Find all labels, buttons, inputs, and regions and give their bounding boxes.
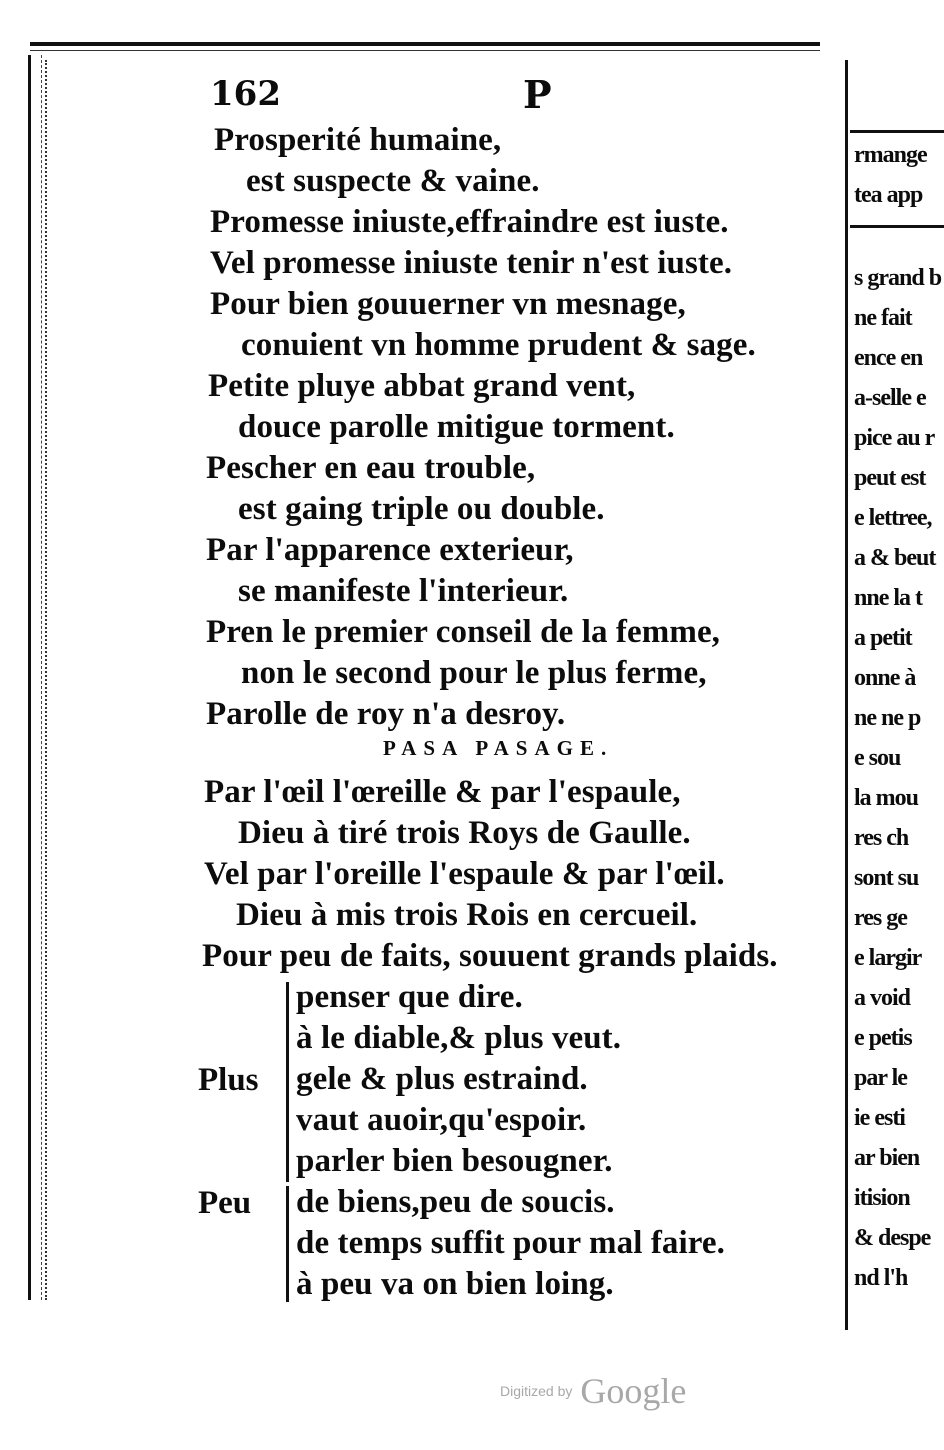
proverb-line: Pour peu de faits, souuent grands plaids. — [202, 938, 778, 974]
plus-item: penser que dire. — [296, 979, 523, 1015]
adjacent-page-fragment: ence en — [854, 345, 923, 371]
proverb-line: Dieu à tiré trois Roys de Gaulle. — [238, 815, 691, 851]
adjacent-page-edge — [845, 60, 848, 1330]
proverb-line: Prosperité humaine, — [214, 122, 502, 158]
page-number: 162 — [210, 74, 281, 114]
proverb-line: est suspecte & vaine. — [246, 163, 540, 199]
adjacent-page-fragment: e lettree, — [854, 505, 932, 531]
adjacent-page-fragment: a & beut — [854, 545, 936, 571]
adjacent-page-fragment: a-selle e — [854, 385, 926, 411]
peu-bracket — [286, 1186, 289, 1302]
adjacent-page-fragment: nne la t — [854, 585, 923, 611]
proverb-line: est gaing triple ou double. — [238, 491, 605, 527]
adjacent-page-fragment: par le — [854, 1065, 907, 1091]
proverb-line: Vel promesse iniuste tenir n'est iuste. — [210, 245, 733, 281]
peu-item: de temps suffit pour mal faire. — [296, 1225, 726, 1261]
proverb-line: non le second pour le plus ferme, — [241, 655, 707, 691]
adjacent-page-fragment: a void — [854, 985, 911, 1011]
adjacent-page-fragment: onne à — [854, 665, 916, 691]
watermark-brand: Google — [580, 1371, 687, 1411]
adjacent-page-strip — [840, 40, 944, 1340]
plus-item: gele & plus estraind. — [296, 1061, 588, 1097]
peu-label: Peu — [198, 1185, 252, 1221]
adjacent-page-fragment: peut est — [854, 465, 926, 491]
proverb-line: Vel par l'oreille l'espaule & par l'œil. — [204, 856, 725, 892]
adjacent-page-fragment: res ch — [854, 825, 909, 851]
adjacent-page-fragment: a petit — [854, 625, 912, 651]
adjacent-page-fragment: ie esti — [854, 1105, 905, 1131]
adjacent-page-fragment: & despe — [854, 1225, 931, 1251]
adjacent-page-fragment: la mou — [854, 785, 919, 811]
left-gutter-marks — [45, 60, 55, 1300]
running-head: P — [523, 72, 552, 117]
section-heading: PASA PASAGE. — [383, 736, 614, 760]
proverb-line: Promesse iniuste,effraindre est iuste. — [210, 204, 729, 240]
adjacent-page-fragment: sont su — [854, 865, 919, 891]
proverb-line: Petite pluye abbat grand vent, — [208, 368, 636, 404]
peu-item: de biens,peu de soucis. — [296, 1184, 615, 1220]
adjacent-page-fragment: e petis — [854, 1025, 912, 1051]
adjacent-page-fragment: itision — [854, 1185, 910, 1211]
adjacent-page-rule — [850, 225, 944, 228]
proverb-line: Dieu à mis trois Rois en cercueil. — [236, 897, 698, 933]
top-rule — [30, 42, 820, 46]
plus-label: Plus — [198, 1062, 259, 1098]
adjacent-page-fragment: rmange — [854, 142, 927, 168]
adjacent-page-fragment: e sou — [854, 745, 901, 771]
adjacent-page-fragment: tea app — [854, 182, 923, 208]
plus-item: vaut auoir,qu'espoir. — [296, 1102, 587, 1138]
adjacent-page-fragment: res ge — [854, 905, 907, 931]
adjacent-page-fragment: s grand b — [854, 265, 942, 291]
adjacent-page-fragment: ne fait — [854, 305, 912, 331]
proverb-line: Par l'œil l'œreille & par l'espaule, — [204, 774, 681, 810]
proverb-line: Pren le premier conseil de la femme, — [206, 614, 721, 650]
plus-item: parler bien besougner. — [296, 1143, 613, 1179]
adjacent-page-fragment: nd l'h — [854, 1265, 908, 1291]
adjacent-page-rule — [850, 130, 944, 133]
proverb-line: se manifeste l'interieur. — [238, 573, 569, 609]
adjacent-page-fragment: e largir — [854, 945, 922, 971]
proverb-line: Pour bien gouuerner vn mesnage, — [210, 286, 686, 322]
digitization-watermark — [500, 1370, 686, 1412]
peu-item: à peu va on bien loing. — [296, 1266, 614, 1302]
watermark-prefix: Digitized by — [500, 1383, 573, 1399]
plus-item: à le diable,& plus veut. — [296, 1020, 622, 1056]
proverb-line: douce parolle mitigue torment. — [238, 409, 675, 445]
adjacent-page-fragment: pice au r — [854, 425, 935, 451]
plus-bracket — [286, 982, 289, 1182]
proverb-line: Par l'apparence exterieur, — [206, 532, 574, 568]
top-rule-thin — [30, 50, 820, 51]
proverb-line: Pescher en eau trouble, — [206, 450, 536, 486]
adjacent-page-fragment: ne ne p — [854, 705, 921, 731]
proverb-line: Parolle de roy n'a desroy. — [206, 696, 566, 732]
proverb-line: conuient vn homme prudent & sage. — [241, 327, 756, 363]
adjacent-page-fragment: ar bien — [854, 1145, 920, 1171]
left-page-edge — [28, 55, 42, 1300]
